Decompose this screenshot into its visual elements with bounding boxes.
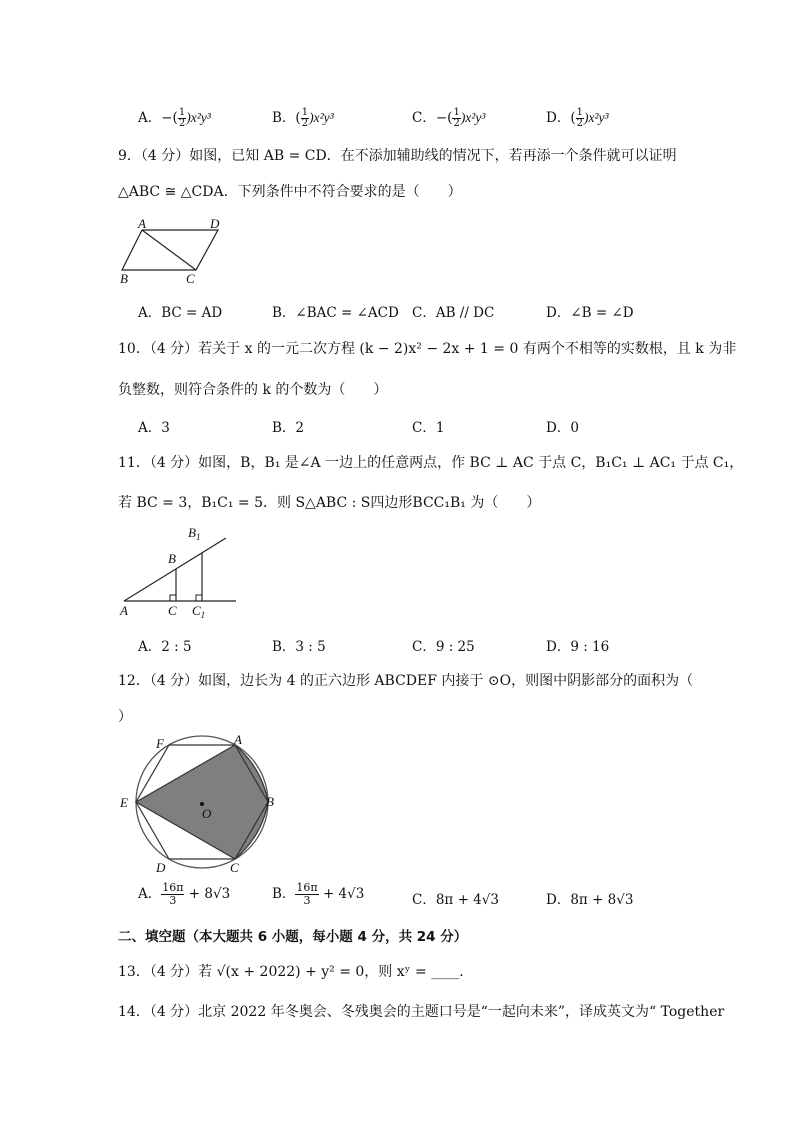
section-heading: 二、填空题（本大题共 6 小题，每小题 4 分，共 24 分） [118, 929, 468, 945]
frac-num: 1 [576, 107, 583, 118]
label-f: F [156, 736, 164, 751]
expr-tail: + 4√3 [322, 886, 365, 902]
q12-hexagon-circle-figure [112, 728, 284, 880]
right-angle-mark-c [170, 595, 176, 601]
q12-stem-line2: ） [118, 709, 132, 725]
q12-option-d: D．8π + 8√3 [546, 892, 634, 908]
right-angle-mark-c1 [196, 595, 202, 601]
option-letter: B． [272, 110, 296, 126]
q10-option-a: A．3 [138, 420, 170, 436]
expr-prefix: ( [570, 110, 576, 126]
q9-stem-line2: △ABC ≅ △CDA．下列条件中不符合要求的是（ ） [118, 184, 462, 200]
expr-prefix: −( [435, 110, 453, 126]
label-b: B [120, 271, 128, 286]
angle-side [124, 538, 226, 601]
frac-den: 2 [453, 118, 460, 129]
q8-option-b [272, 106, 334, 129]
q10-option-c: C．1 [412, 420, 445, 436]
label-a: A [120, 603, 128, 618]
q11-option-b: B．3 : 5 [272, 639, 326, 655]
q9-option-b: B．∠BAC = ∠ACD [272, 305, 399, 321]
label-a: A [138, 216, 146, 231]
fraction [178, 108, 186, 129]
option-letter: C． [412, 110, 436, 126]
fraction [295, 882, 318, 907]
q11-stem-line2: 若 BC = 3，B₁C₁ = 5．则 S△ABC : S四边形BCC₁B₁ 为（ ） [118, 495, 541, 511]
q10-option-d: D．0 [546, 420, 579, 436]
frac-num: 16π [296, 881, 318, 894]
label-a: A [234, 732, 242, 747]
q10-stem-line2: 负整数，则符合条件的 k 的个数为（ ） [118, 382, 388, 398]
fraction [161, 882, 184, 907]
expr-tail: )x²y³ [309, 110, 334, 125]
expr-tail: )x²y³ [186, 110, 211, 125]
frac-num: 1 [453, 107, 460, 118]
q10-option-b: B．2 [272, 420, 305, 436]
fraction [452, 108, 460, 129]
q11-option-c: C．9 : 25 [412, 639, 475, 655]
q8-option-c [412, 106, 485, 129]
frac-den: 2 [301, 118, 309, 129]
label-c: C [230, 860, 239, 875]
q13-stem: 13．（4 分）若 √(x + 2022) + y² = 0，则 xʸ = ____． [118, 964, 474, 980]
frac-den: 2 [576, 118, 583, 129]
label-b: B [168, 551, 176, 566]
q8-option-a [138, 106, 211, 129]
q11-option-a: A．2 : 5 [138, 639, 192, 655]
q9-option-c: C．AB // DC [412, 305, 495, 321]
q12-stem-line1: 12．（4 分）如图，边长为 4 的正六边形 ABCDEF 内接于 ⊙O，则图中阴影部分的面积为（ [118, 673, 694, 689]
label-d: D [210, 216, 220, 231]
expr-tail: )x²y³ [460, 110, 486, 125]
label-c1: $C_1$ [192, 603, 206, 620]
q9-option-a: A．BC = AD [138, 305, 223, 321]
option-letter: A． [138, 110, 162, 126]
label-b: B [266, 794, 274, 809]
q11-similar-triangles-figure [112, 522, 242, 626]
q10-stem-line1: 10．（4 分）若关于 x 的一元二次方程 (k − 2)x² − 2x + 1 = 0 有两个不相等的实数根，且 k 为非 [118, 341, 737, 357]
expr-prefix: ( [295, 110, 301, 126]
q9-option-d: D．∠B = ∠D [546, 305, 634, 321]
frac-den: 3 [303, 894, 311, 907]
label-o: O [202, 806, 212, 821]
label-c: C [186, 271, 195, 286]
q8-option-d [546, 106, 609, 129]
expr-tail: + 8√3 [188, 886, 231, 902]
label-b1: $B_1$ [188, 525, 201, 542]
fraction [576, 108, 584, 129]
frac-num: 1 [301, 107, 309, 118]
option-letter: B． [272, 886, 296, 902]
fraction [301, 108, 309, 129]
label-e: E [120, 795, 128, 810]
label-d: D [156, 860, 166, 875]
q14-stem: 14．（4 分）北京 2022 年冬奥会、冬残奥会的主题口号是“一起向未来”，译成英文为“ Together [118, 1004, 725, 1020]
expr-prefix: −( [161, 110, 178, 126]
q11-stem-line1: 11．（4 分）如图，B，B₁ 是∠A 一边上的任意两点，作 BC ⊥ AC 于点 C，B₁C₁ ⊥ AC₁ 于点 C₁， [118, 455, 744, 471]
q9-stem-line1: 9．（4 分）如图，已知 AB = CD．在不添加辅助线的情况下，若再添一个条件就可以证明 [118, 148, 677, 164]
q12-option-b [272, 882, 364, 907]
frac-den: 3 [169, 894, 177, 907]
option-letter: D． [546, 110, 571, 126]
frac-num: 1 [178, 107, 186, 118]
diagonal-ac [142, 230, 196, 270]
q12-option-c: C．8π + 4√3 [412, 892, 499, 908]
option-letter: A． [138, 886, 162, 902]
expr-tail: )x²y³ [583, 110, 609, 125]
frac-num: 16π [162, 881, 184, 894]
q11-option-d: D．9 : 16 [546, 639, 610, 655]
frac-den: 2 [178, 118, 186, 129]
q9-parallelogram-figure [112, 214, 232, 286]
label-c: C [168, 603, 177, 618]
q12-option-a [138, 882, 230, 907]
